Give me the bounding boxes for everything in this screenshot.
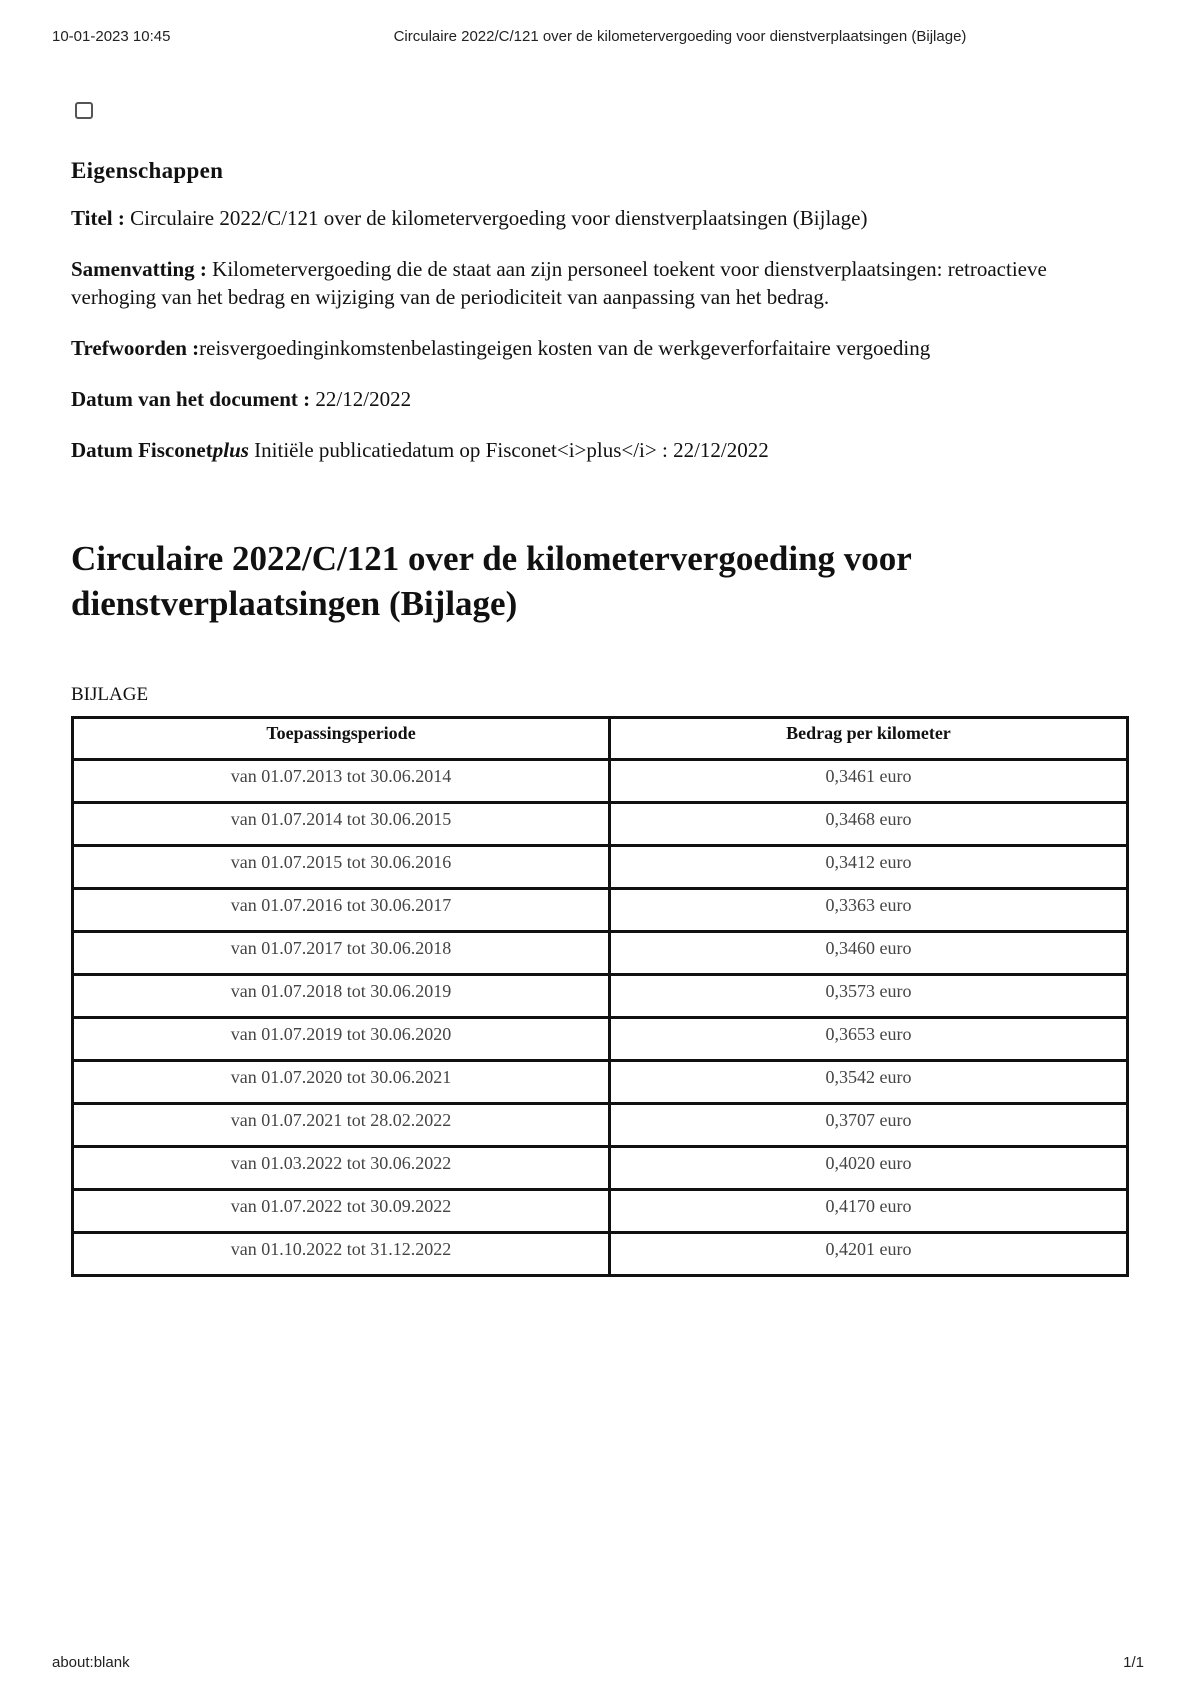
cell-toepassingsperiode: van 01.07.2014 tot 30.06.2015 xyxy=(73,803,610,846)
table-row xyxy=(73,1018,1128,1061)
cell-bedrag: 0,3468 euro xyxy=(610,803,1128,846)
cell-bedrag: 0,3707 euro xyxy=(610,1104,1128,1147)
cell-toepassingsperiode: van 01.07.2016 tot 30.06.2017 xyxy=(73,889,610,932)
cell-toepassingsperiode: van 01.07.2022 tot 30.09.2022 xyxy=(73,1190,610,1233)
samenvatting-value: Kilometervergoeding die de staat aan zijn personeel toekent voor dienstverplaatsingen: retroactieve verhoging van het bedrag en wijziging van de periodiciteit van aanpassing van het bedrag. xyxy=(71,257,1047,309)
property-trefwoorden xyxy=(71,334,1131,362)
print-footer xyxy=(52,1654,1148,1676)
rates-table-body xyxy=(73,760,1128,1276)
cell-toepassingsperiode: van 01.07.2013 tot 30.06.2014 xyxy=(73,760,610,803)
datum-fisconet-label-text: Datum Fisconet xyxy=(71,438,213,462)
trefwoorden-label: Trefwoorden : xyxy=(71,336,200,360)
cell-bedrag: 0,3461 euro xyxy=(610,760,1128,803)
table-row xyxy=(73,1190,1128,1233)
datum-document-label: Datum van het document : xyxy=(71,387,311,411)
property-datum-document xyxy=(71,385,1131,413)
cell-toepassingsperiode: van 01.07.2020 tot 30.06.2021 xyxy=(73,1061,610,1104)
document-title: Circulaire 2022/C/121 over de kilometervergoeding voor dienstverplaatsingen (Bijlage) xyxy=(71,539,912,623)
datum-document-value: 22/12/2022 xyxy=(315,387,412,411)
datum-fisconet-label-italic: plus xyxy=(212,438,249,462)
cell-bedrag: 0,3653 euro xyxy=(610,1018,1128,1061)
table-row xyxy=(73,1233,1128,1276)
datum-fisconet-value: Initiële publicatiedatum op Fisconet<i>plus</i> : 22/12/2022 xyxy=(254,438,769,462)
table-row xyxy=(73,846,1128,889)
print-datetime: 10-01-2023 10:45 xyxy=(52,28,171,45)
property-samenvatting xyxy=(71,255,1131,311)
cell-toepassingsperiode: van 01.07.2021 tot 28.02.2022 xyxy=(73,1104,610,1147)
table-row xyxy=(73,760,1128,803)
table-row xyxy=(73,975,1128,1018)
titel-label: Titel : xyxy=(71,206,125,230)
cell-bedrag: 0,4170 euro xyxy=(610,1190,1128,1233)
cell-bedrag: 0,3573 euro xyxy=(610,975,1128,1018)
cell-toepassingsperiode: van 01.10.2022 tot 31.12.2022 xyxy=(73,1233,610,1276)
cell-bedrag: 0,4020 euro xyxy=(610,1147,1128,1190)
table-row xyxy=(73,932,1128,975)
bijlage-label: BIJLAGE xyxy=(71,684,149,705)
property-datum-fisconet xyxy=(71,436,1131,464)
print-page-title: Circulaire 2022/C/121 over de kilometervergoeding voor dienstverplaatsingen (Bijlage) xyxy=(393,28,967,45)
cell-toepassingsperiode: van 01.07.2018 tot 30.06.2019 xyxy=(73,975,610,1018)
samenvatting-label: Samenvatting : xyxy=(71,257,207,281)
table-row xyxy=(73,889,1128,932)
cell-bedrag: 0,3412 euro xyxy=(610,846,1128,889)
cell-toepassingsperiode: van 01.07.2015 tot 30.06.2016 xyxy=(73,846,610,889)
header-bedrag-per-kilometer: Bedrag per kilometer xyxy=(610,718,1128,760)
page-number: 1/1 xyxy=(1123,1654,1144,1671)
rates-table xyxy=(71,716,1129,1277)
titel-value: Circulaire 2022/C/121 over de kilometervergoeding voor dienstverplaatsingen (Bijlage) xyxy=(130,206,868,230)
cell-bedrag: 0,3542 euro xyxy=(610,1061,1128,1104)
cell-bedrag: 0,3460 euro xyxy=(610,932,1128,975)
property-titel xyxy=(71,204,1131,232)
checkbox-icon[interactable] xyxy=(75,102,93,119)
datum-fisconet-label xyxy=(71,438,249,462)
header-toepassingsperiode: Toepassingsperiode xyxy=(73,718,610,760)
properties-heading: Eigenschappen xyxy=(71,158,224,183)
trefwoorden-value: reisvergoedinginkomstenbelastingeigen kosten van de werkgeverforfaitaire vergoeding xyxy=(199,336,931,360)
cell-toepassingsperiode: van 01.03.2022 tot 30.06.2022 xyxy=(73,1147,610,1190)
cell-bedrag: 0,4201 euro xyxy=(610,1233,1128,1276)
table-row xyxy=(73,803,1128,846)
table-row xyxy=(73,1061,1128,1104)
table-row xyxy=(73,1104,1128,1147)
print-url: about:blank xyxy=(52,1654,130,1671)
cell-toepassingsperiode: van 01.07.2017 tot 30.06.2018 xyxy=(73,932,610,975)
table-row xyxy=(73,1147,1128,1190)
table-header-row xyxy=(73,718,1128,760)
main-content xyxy=(71,152,1131,1277)
cell-bedrag: 0,3363 euro xyxy=(610,889,1128,932)
print-header xyxy=(52,28,1148,50)
cell-toepassingsperiode: van 01.07.2019 tot 30.06.2020 xyxy=(73,1018,610,1061)
